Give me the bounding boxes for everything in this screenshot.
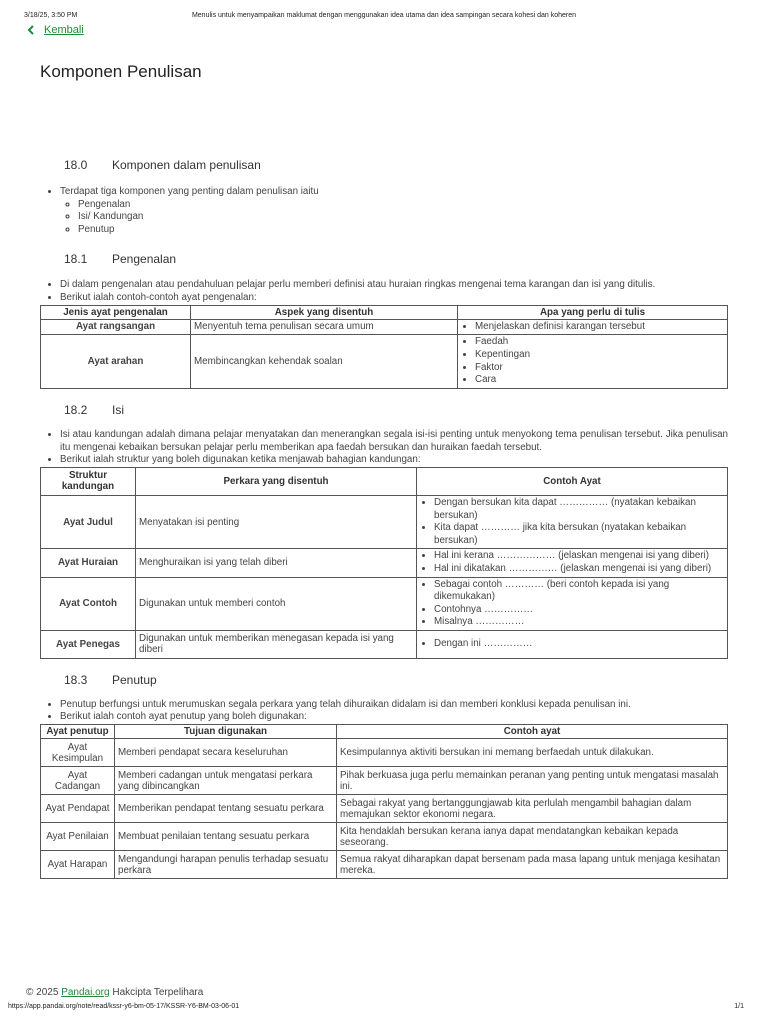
table-cell: Pihak berkuasa juga perlu memainkan peranan yang penting untuk mengatasi masalah ini. bbox=[337, 767, 728, 795]
list-item: • Isi atau kandungan adalah dimana pelajar menyatakan dan menerangkan segala isi-isi penting untuk menyokong tema penulisan tersebut. Jika penulisan itu mengenai kebaikan bersukan pelajar perlu memberikan apa faedah bersukan dan huraikan faedah tersebut. bbox=[60, 429, 728, 454]
section-title: Pengenalan bbox=[112, 252, 177, 267]
table-header: Perkara yang disentuh bbox=[136, 467, 417, 495]
page-title: Komponen Penulisan bbox=[40, 62, 202, 81]
table-cell bbox=[458, 319, 728, 335]
table-cell: Ayat Pendapat bbox=[41, 795, 115, 823]
components-sublist bbox=[60, 199, 728, 237]
table-cell: Memberi cadangan untuk mengatasi perkara yang dibincangkan bbox=[115, 767, 337, 795]
print-url: https://app.pandai.org/note/read/kssr-y6-bm-05-17/KSSR-Y6-BM-03-06-01 bbox=[8, 1003, 240, 1010]
chevron-left-icon bbox=[26, 25, 36, 35]
table-cell: Ayat Kesimpulan bbox=[41, 739, 115, 767]
section-title: Komponen dalam penulisan bbox=[112, 158, 261, 172]
list-item: • Berikut ialah contoh-contoh ayat pengenalan: bbox=[60, 292, 728, 305]
table-cell: Membuat penilaian tentang sesuatu perkara bbox=[115, 823, 337, 851]
rights-text: Hakcipta Terpelihara bbox=[112, 987, 204, 998]
table-row bbox=[41, 335, 728, 389]
table-header: Apa yang perlu di tulis bbox=[458, 305, 728, 319]
list-item: • Misalnya …………… bbox=[434, 616, 724, 629]
list-item: • Faedah bbox=[475, 336, 724, 349]
table-cell: Ayat Contoh bbox=[41, 577, 136, 630]
pandai-link[interactable]: Pandai.org bbox=[61, 987, 110, 998]
content-bullets bbox=[40, 429, 728, 467]
table-cell: Digunakan untuk memberikan menegasan kepada isi yang diberi bbox=[136, 630, 417, 658]
table-cell: Mengandungi harapan penulis terhadap sesuatu perkara bbox=[115, 851, 337, 879]
table-header: Jenis ayat pengenalan bbox=[41, 305, 191, 319]
content-table bbox=[40, 467, 728, 659]
print-datetime: 3/18/25, 3:50 PM bbox=[24, 12, 78, 19]
list-item: • Kepentingan bbox=[475, 349, 724, 362]
copyright-text: © 2025 bbox=[26, 987, 59, 998]
table-cell: Kesimpulannya aktiviti bersukan ini memang berfaedah untuk dilakukan. bbox=[337, 739, 728, 767]
section-title: Penutup bbox=[112, 672, 157, 687]
section-number: 18.2 bbox=[64, 403, 88, 418]
list-item: • Hal ini kerana ……………… (jelaskan mengenai isi yang diberi) bbox=[434, 550, 724, 563]
table-cell: Digunakan untuk memberi contoh bbox=[136, 577, 417, 630]
table-cell: Ayat arahan bbox=[41, 335, 191, 389]
list-item: • Berikut ialah contoh ayat penutup yang boleh digunakan: bbox=[60, 711, 728, 724]
table-header: Contoh ayat bbox=[337, 725, 728, 739]
table-header: Aspek yang disentuh bbox=[191, 305, 458, 319]
table-cell: Menyentuh tema penulisan secara umum bbox=[191, 319, 458, 335]
table-cell: Ayat Harapan bbox=[41, 851, 115, 879]
table-cell: Sebagai rakyat yang bertanggungjawab kita perlulah mengambil bahagian dalam memajukan sektor ekonomi negara. bbox=[337, 795, 728, 823]
intro-table bbox=[40, 305, 728, 390]
section-number: 18.3 bbox=[64, 672, 88, 687]
table-row bbox=[41, 739, 728, 767]
table-cell: Menghuraikan isi yang telah diberi bbox=[136, 549, 417, 577]
list-item: • Terdapat tiga komponen yang penting dalam penulisan iaitu ◦ Pengenalan ◦ Isi/ Kandungan ◦ Penutup bbox=[60, 186, 728, 236]
table-cell: Ayat Cadangan bbox=[41, 767, 115, 795]
table-cell: Memberikan pendapat tentang sesuatu perkara bbox=[115, 795, 337, 823]
list-item: ◦ Isi/ Kandungan bbox=[78, 211, 728, 224]
components-list bbox=[40, 186, 728, 236]
table-header: Tujuan digunakan bbox=[115, 725, 337, 739]
note-content bbox=[40, 158, 728, 879]
section-heading-18-1 bbox=[64, 252, 728, 266]
table-row bbox=[41, 795, 728, 823]
list-item: ◦ Penutup bbox=[78, 224, 728, 237]
list-item: • Kita dapat ………… jika kita bersukan (nyatakan kebaikan bersukan) bbox=[434, 522, 724, 547]
list-item: ◦ Pengenalan bbox=[78, 199, 728, 212]
list-item: • Penutup berfungsi untuk merumuskan segala perkara yang telah dihuraikan didalam isi dan memberi konklusi kepada penulisan ini. bbox=[60, 699, 728, 712]
back-link[interactable] bbox=[26, 24, 84, 36]
section-heading-18-2 bbox=[64, 403, 728, 417]
table-cell bbox=[417, 577, 728, 630]
table-cell: Ayat Judul bbox=[41, 495, 136, 548]
table-cell: Ayat rangsangan bbox=[41, 319, 191, 335]
table-row bbox=[41, 577, 728, 630]
table-row bbox=[41, 851, 728, 879]
table-cell: Membincangkan kehendak soalan bbox=[191, 335, 458, 389]
print-doc-title: Menulis untuk menyampaikan maklumat dengan menggunakan idea utama dan idea sampingan secara kohesi dan koheren bbox=[191, 12, 577, 19]
intro-bullets bbox=[40, 279, 728, 304]
table-cell: Ayat Penegas bbox=[41, 630, 136, 658]
table-header: Ayat penutup bbox=[41, 725, 115, 739]
table-cell bbox=[458, 335, 728, 389]
list-item: • Di dalam pengenalan atau pendahuluan pelajar perlu memberi definisi atau huraian ringkas mengenai tema karangan dan isi yang ditulis. bbox=[60, 279, 728, 292]
site-footer bbox=[26, 987, 203, 998]
list-item: • Faktor bbox=[475, 362, 724, 375]
table-cell: Semua rakyat diharapkan dapat bersenam pada masa lapang untuk menjaga kesihatan mereka. bbox=[337, 851, 728, 879]
list-item: • Contohnya …………… bbox=[434, 604, 724, 617]
closing-table bbox=[40, 724, 728, 879]
list-item: • Cara bbox=[475, 374, 724, 387]
table-cell: Menyatakan isi penting bbox=[136, 495, 417, 548]
print-footer bbox=[8, 1003, 744, 1010]
list-item: • Berikut ialah struktur yang boleh digunakan ketika menjawab bahagian kandungan: bbox=[60, 454, 728, 467]
section-number: 18.0 bbox=[64, 158, 88, 172]
back-label: Kembali bbox=[44, 24, 84, 36]
table-header: Contoh Ayat bbox=[417, 467, 728, 495]
print-header bbox=[24, 12, 744, 24]
section-title: Isi bbox=[112, 403, 124, 418]
table-cell: Kita hendaklah bersukan kerana ianya dapat mendatangkan kebaikan kepada seseorang. bbox=[337, 823, 728, 851]
table-header: Struktur kandungan bbox=[41, 467, 136, 495]
list-item: • Dengan bersukan kita dapat …………… (nyatakan kebaikan bersukan) bbox=[434, 497, 724, 522]
closing-bullets bbox=[40, 699, 728, 724]
table-row bbox=[41, 319, 728, 335]
section-heading-18-0 bbox=[64, 158, 728, 172]
table-cell: Memberi pendapat secara keseluruhan bbox=[115, 739, 337, 767]
section-heading-18-3 bbox=[64, 673, 728, 687]
section-number: 18.1 bbox=[64, 252, 88, 267]
table-row bbox=[41, 823, 728, 851]
table-row bbox=[41, 495, 728, 548]
table-row bbox=[41, 630, 728, 658]
table-cell: Ayat Huraian bbox=[41, 549, 136, 577]
list-item: • Sebagai contoh ………… (beri contoh kepada isi yang dikemukakan) bbox=[434, 579, 724, 604]
table-cell: Ayat Penilaian bbox=[41, 823, 115, 851]
table-cell bbox=[417, 549, 728, 577]
list-item: • Dengan ini …………… bbox=[434, 638, 724, 651]
list-item: • Hal ini dikatakan …………… (jelaskan mengenai isi yang diberi) bbox=[434, 563, 724, 576]
print-page-number: 1/1 bbox=[734, 1003, 744, 1010]
table-cell bbox=[417, 495, 728, 548]
table-cell bbox=[417, 630, 728, 658]
table-row bbox=[41, 549, 728, 577]
list-item: • Menjelaskan definisi karangan tersebut bbox=[475, 321, 724, 334]
table-row bbox=[41, 767, 728, 795]
